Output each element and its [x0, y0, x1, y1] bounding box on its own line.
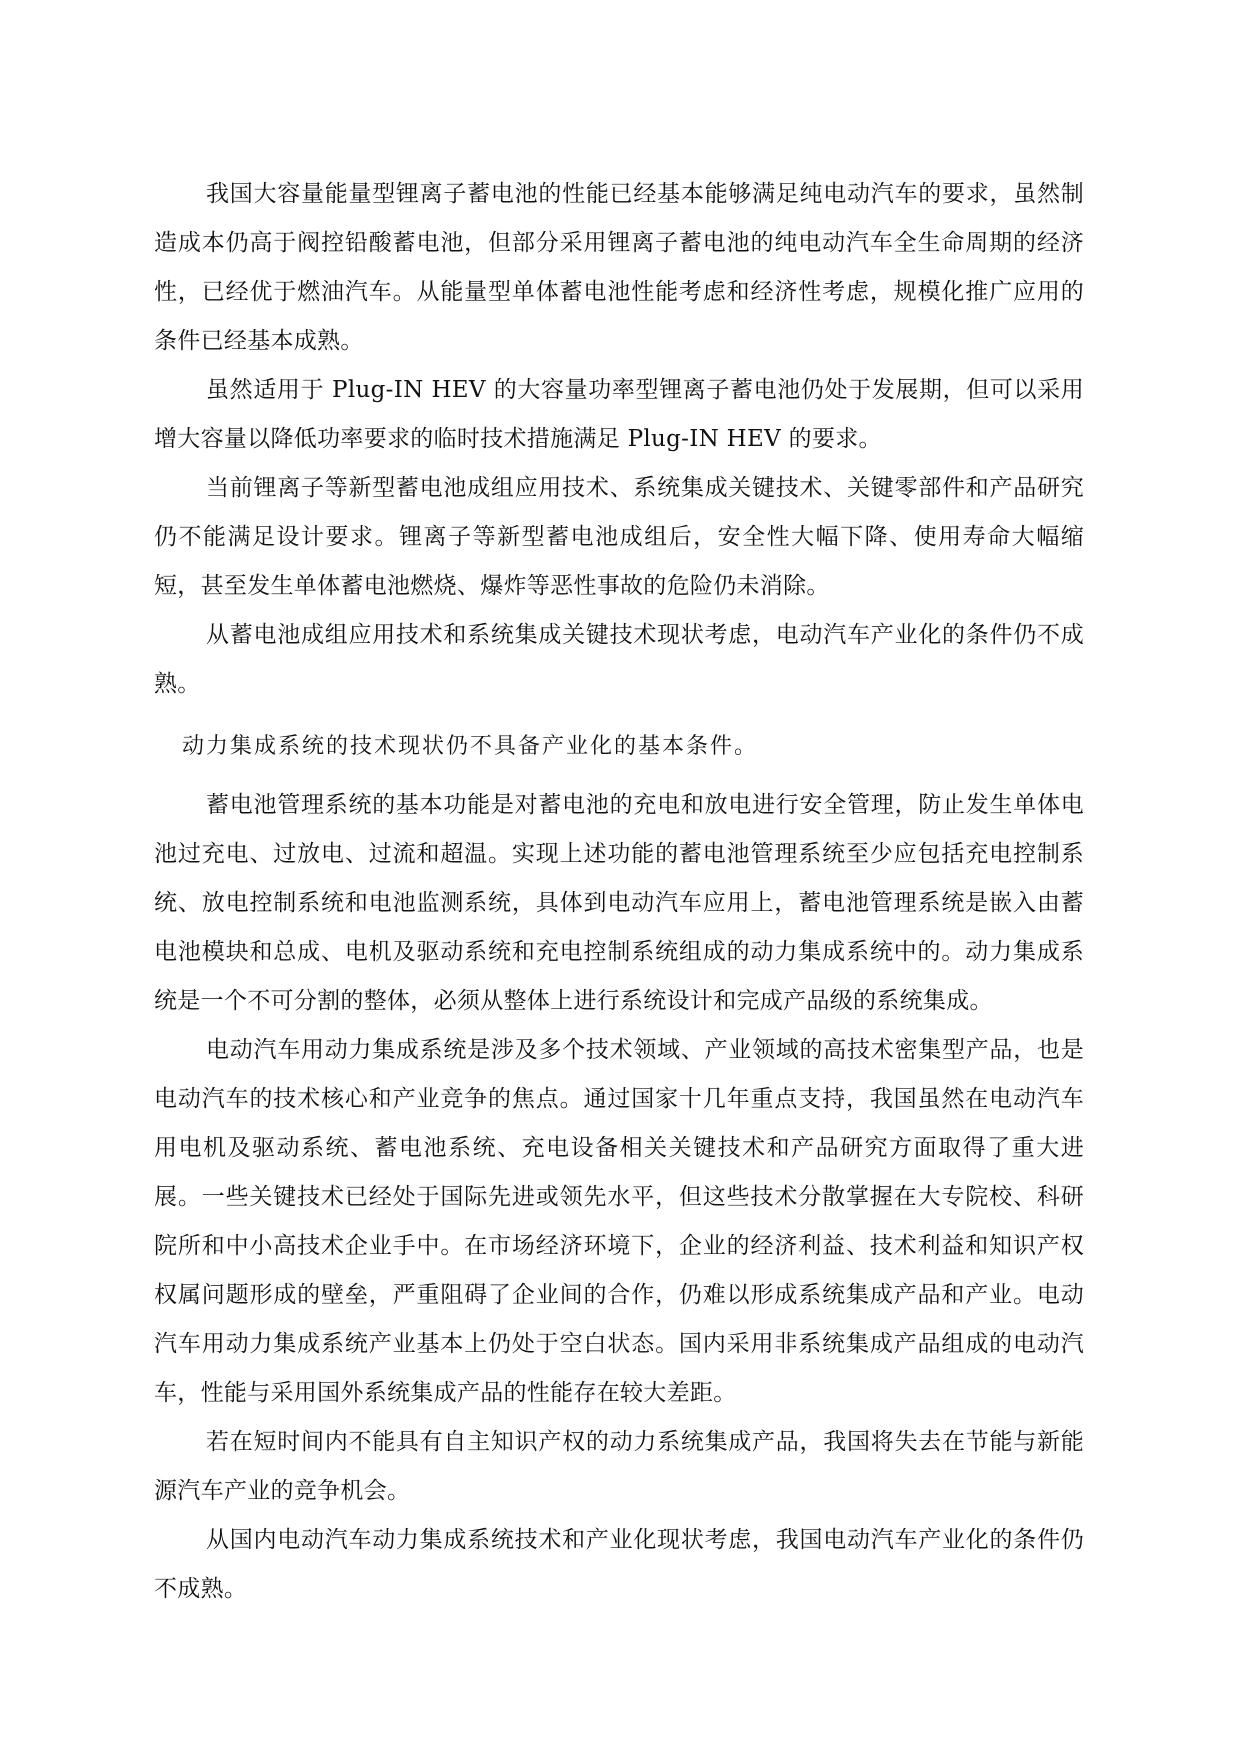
paragraph-plug-in-hev: 虽然适用于 Plug-IN HEV 的大容量功率型锂离子蓄电池仍处于发展期，但可以采用增大容量以降低功率要求的临时技术措施满足 Plug-IN HEV 的要求。 — [154, 377, 1084, 452]
paragraph-final-conclusion: 从国内电动汽车动力集成系统技术和产业化现状考虑，我国电动汽车产业化的条件仍不成熟。 — [154, 1527, 1084, 1602]
paragraph-integration-status: 电动汽车用动力集成系统是涉及多个技术领域、产业领域的高技术密集型产品，也是电动汽车的技术核心和产业竞争的焦点。通过国家十几年重点支持，我国虽然在电动汽车用电机及驱动系统、蓄电池系统、充电设备相关关键技术和产品研究方面取得了重大进展。一些关键技术已经处于国际先进或领先水平，但这些技术分散掌握在大专院校、科研院所和中小高技术企业手中。在市场经济环境下，企业的经济利益、技术利益和知识产权权属问题形成的壁垒，严重阻碍了企业间的合作，仍难以形成系统集成产品和产业。电动汽车用动力集成系统产业基本上仍处于空白状态。国内采用非系统集成产品组成的电动汽车，性能与采用国外系统集成产品的性能存在较大差距。 — [154, 1037, 1084, 1406]
document-body — [154, 170, 1084, 1614]
section-heading: 动力集成系统的技术现状仍不具备产业化的基本条件。 — [182, 734, 759, 759]
paragraph-pack-technology: 当前锂离子等新型蓄电池成组应用技术、系统集成关键技术、关键零部件和产品研究仍不能满足设计要求。锂离子等新型蓄电池成组后，安全性大幅下降、使用寿命大幅缩短，甚至发生单体蓄电池燃烧、爆炸等恶性事故的危险仍未消除。 — [154, 475, 1084, 599]
paragraph-pack-conclusion: 从蓄电池成组应用技术和系统集成关键技术现状考虑，电动汽车产业化的条件仍不成熟。 — [154, 622, 1084, 697]
paragraph-bms-function: 蓄电池管理系统的基本功能是对蓄电池的充电和放电进行安全管理，防止发生单体电池过充电、过放电、过流和超温。实现上述功能的蓄电池管理系统至少应包括充电控制系统、放电控制系统和电池监测系统，具体到电动汽车应用上，蓄电池管理系统是嵌入由蓄电池模块和总成、电机及驱动系统和充电控制系统组成的动力集成系统中的。动力集成系统是一个不可分割的整体，必须从整体上进行系统设计和完成产品级的系统集成。 — [154, 792, 1084, 1014]
paragraph-ip-risk: 若在短时间内不能具有自主知识产权的动力系统集成产品，我国将失去在节能与新能源汽车产业的竞争机会。 — [154, 1429, 1084, 1504]
paragraph-battery-performance: 我国大容量能量型锂离子蓄电池的性能已经基本能够满足纯电动汽车的要求，虽然制造成本仍高于阀控铅酸蓄电池，但部分采用锂离子蓄电池的纯电动汽车全生命周期的经济性，已经优于燃油汽车。从能量型单体蓄电池性能考虑和经济性考虑，规模化推广应用的条件已经基本成熟。 — [154, 181, 1084, 354]
